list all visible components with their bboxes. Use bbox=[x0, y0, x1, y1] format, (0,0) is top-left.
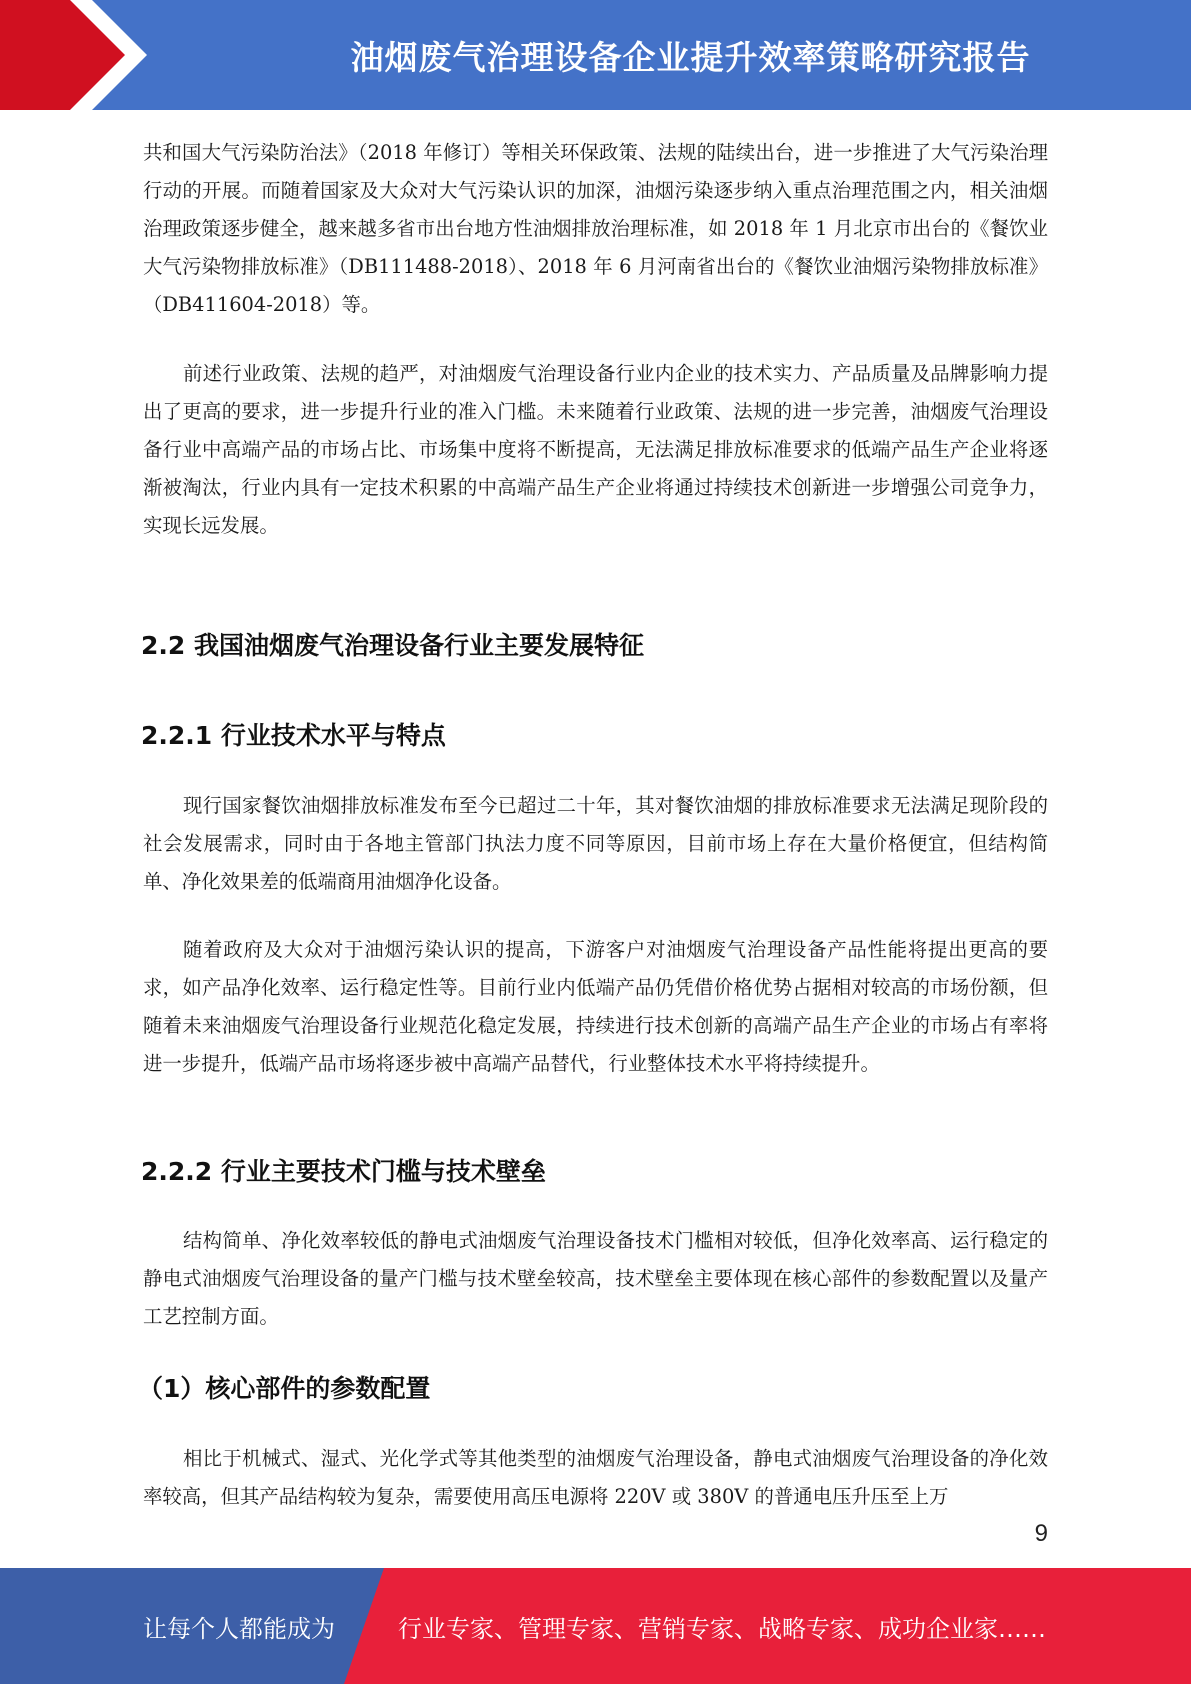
paragraph-policy-continuation: 共和国大气污染防治法》（2018 年修订）等相关环保政策、法规的陆续出台，进一步推进了大气污染治理行动的开展。而随着国家及大众对大气污染认识的加深，油烟污染逐步纳入重点治理范围之内，相关油烟治理政策逐步健全，越来越多省市出台地方性油烟排放治理标准，如 2018 年 1 月北京市出台的《餐饮业大气污染物排放标准》（DB111488-2018）、2018 年 6 月河南省出台的《餐饮业油烟污染物排放标准》（DB411604-2018）等。 bbox=[143, 141, 1048, 316]
paragraph-electrostatic-comparison: 相比于机械式、湿式、光化学式等其他类型的油烟废气治理设备，静电式油烟废气治理设备的净化效率较高，但其产品结构较为复杂，需要使用高压电源将 220V 或 380V 的普通电压升压至上万 bbox=[143, 1447, 1048, 1508]
page-number: 9 bbox=[1034, 1520, 1048, 1547]
footer-slogan-right: 行业专家、管理专家、营销专家、战略专家、成功企业家…… bbox=[398, 1614, 1046, 1643]
report-title: 油烟废气治理设备企业提升效率策略研究报告 bbox=[350, 37, 1031, 77]
paragraph-technical-barrier: 结构简单、净化效率较低的静电式油烟废气治理设备技术门槛相对较低，但净化效率高、运行稳定的静电式油烟废气治理设备的量产门槛与技术壁垒较高，技术壁垒主要体现在核心部件的参数配置以及量产工艺控制方面。 bbox=[143, 1229, 1048, 1328]
section-heading-2-2: 2.2 我国油烟废气治理设备行业主要发展特征 bbox=[141, 631, 644, 660]
page-footer bbox=[0, 1568, 1191, 1684]
subheading-core-parameters: （1）核心部件的参数配置 bbox=[138, 1374, 431, 1403]
paragraph-emission-standard: 现行国家餐饮油烟排放标准发布至今已超过二十年，其对餐饮油烟的排放标准要求无法满足现阶段的社会发展需求，同时由于各地主管部门执法力度不同等原因，目前市场上存在大量价格便宜，但结构简单、净化效果差的低端商用油烟净化设备。 bbox=[143, 794, 1048, 893]
section-heading-2-2-1: 2.2.1 行业技术水平与特点 bbox=[141, 721, 446, 750]
paragraph-market-upgrade: 随着政府及大众对于油烟污染认识的提高，下游客户对油烟废气治理设备产品性能将提出更高的要求，如产品净化效率、运行稳定性等。目前行业内低端产品仍凭借价格优势占据相对较高的市场份额，但随着未来油烟废气治理设备行业规范化稳定发展，持续进行技术创新的高端产品生产企业的市场占有率将进一步提升，低端产品市场将逐步被中高端产品替代，行业整体技术水平将持续提升。 bbox=[143, 938, 1048, 1075]
header-arrow-decoration bbox=[0, 0, 160, 110]
page-header bbox=[0, 0, 1191, 110]
paragraph-regulation-trend: 前述行业政策、法规的趋严，对油烟废气治理设备行业内企业的技术实力、产品质量及品牌影响力提出了更高的要求，进一步提升行业的准入门槛。未来随着行业政策、法规的进一步完善，油烟废气治理设备行业中高端产品的市场占比、市场集中度将不断提高，无法满足排放标准要求的低端产品生产企业将逐渐被淘汰，行业内具有一定技术积累的中高端产品生产企业将通过持续技术创新进一步增强公司竞争力，实现长远发展。 bbox=[143, 362, 1048, 537]
section-heading-2-2-2: 2.2.2 行业主要技术门槛与技术壁垒 bbox=[141, 1157, 546, 1186]
footer-slogan-left: 让每个人都能成为 bbox=[143, 1614, 335, 1643]
